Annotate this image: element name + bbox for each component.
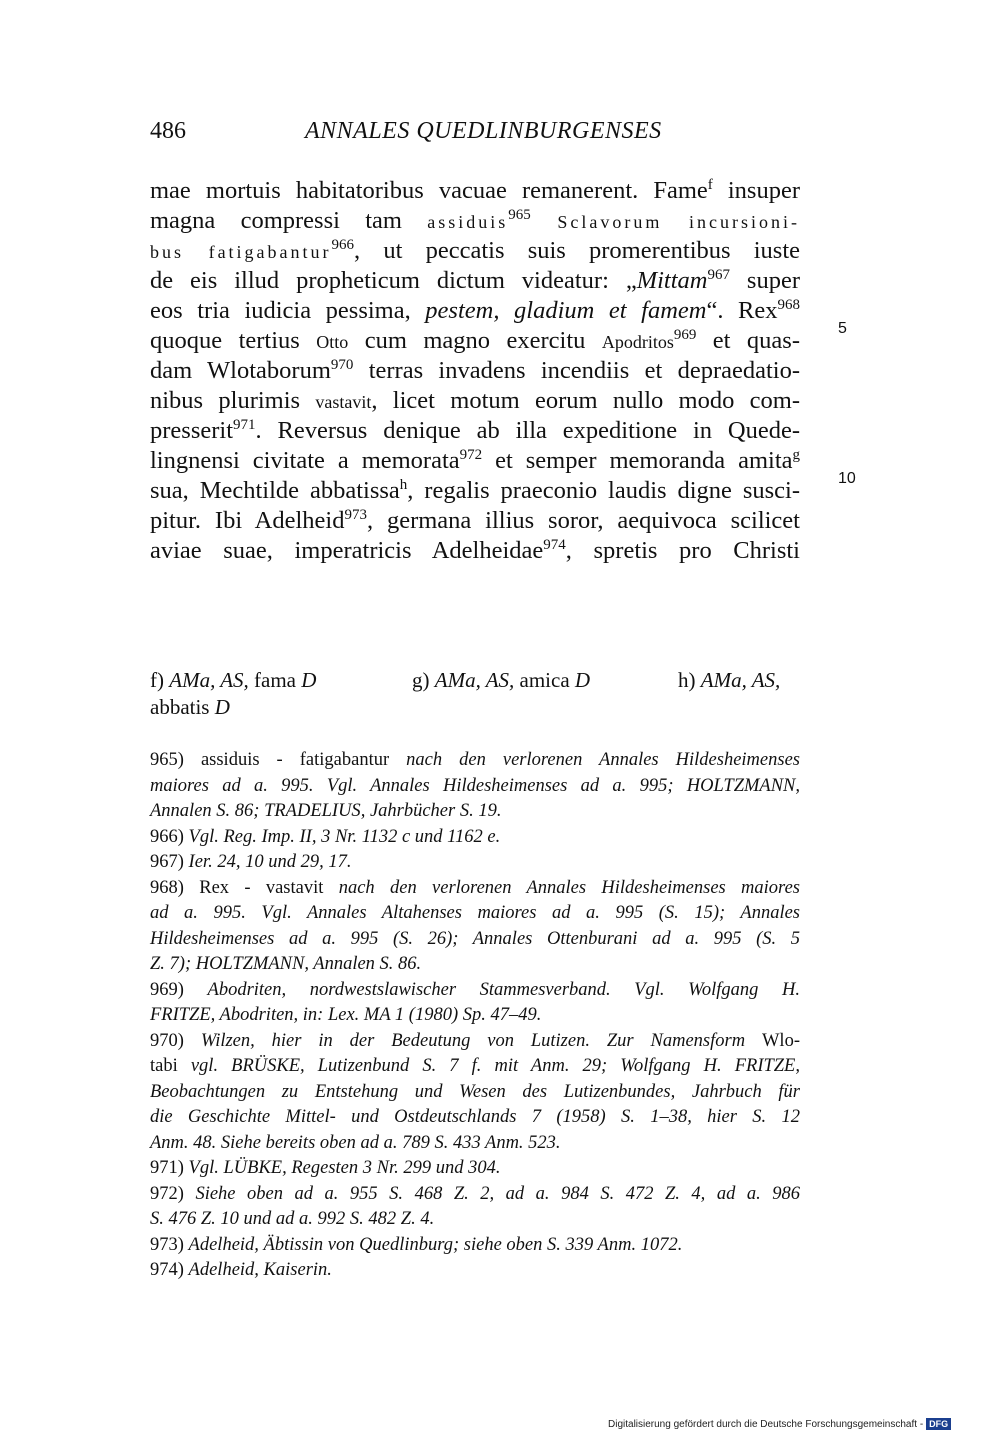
apparatus-entry-h: h) AMa, AS, <box>678 668 781 692</box>
footnote-line: tabi vgl. BRÜSKE, Lutizenbund S. 7 f. mit Anm. 29; Wolfgang H. FRITZE, <box>150 1056 800 1076</box>
footnote-969: 969) Abodriten, nordwestslawischer Stammesverband. Vgl. Wolfgang H. <box>150 979 800 1000</box>
footnote-line: S. 476 Z. 10 und ad a. 992 S. 482 Z. 4. <box>150 1209 435 1229</box>
text-line: lingnensi civitate a memorata$^{972}$ et semper memoranda amita$^g$ <box>150 447 800 474</box>
credit-text: Digitalisierung gefördert durch die Deutsche Forschungsgemeinschaft - <box>608 1419 924 1430</box>
apparatus-entry-h-cont: abbatis D <box>150 695 230 719</box>
text-line: mae mortuis habitatoribus vacuae remanerent. Fame$^f$ insuper <box>150 177 800 204</box>
text-line: sua, Mechtilde abbatissa$^h$, regalis praeconio laudis digne susci- <box>150 477 800 504</box>
text-line: pitur. Ibi Adelheid$^{973}$, germana illius soror, aequivoca scilicet <box>150 507 800 534</box>
text-line: de eis illud propheticum dictum videatur: „Mittam$^{967}$ super <box>150 267 800 294</box>
footnote-966: 966) Vgl. Reg. Imp. II, 3 Nr. 1132 c und 1162 e. <box>150 826 501 847</box>
text-line: presserit$^{971}$. Reversus denique ab illa expeditione in Quede- <box>150 417 800 444</box>
footnote-973: 973) Adelheid, Äbtissin von Quedlinburg; siehe oben S. 339 Anm. 1072. <box>150 1234 683 1255</box>
page-number: 486 <box>150 118 186 144</box>
text-line: dam Wlotaborum$^{970}$ terras invadens incendiis et depraedatio- <box>150 357 801 384</box>
footnote-line: ad a. 995. Vgl. Annales Altahenses maiores ad a. 995 (S. 15); Annales <box>150 903 800 923</box>
running-head: ANNALES QUEDLINBURGENSES <box>305 118 662 144</box>
footnote-line: maiores ad a. 995. Vgl. Annales Hildesheimenses ad a. 995; HOLTZMANN, <box>150 775 800 796</box>
critical-apparatus <box>150 667 800 721</box>
text-line: aviae suae, imperatricis Adelheidae$^{974}$, spretis pro Christi <box>150 537 800 564</box>
footnote-line: Hildesheimenses ad a. 995 (S. 26); Annales Ottenburani ad a. 995 (S. 5 <box>150 928 800 949</box>
footnote-line: Annalen S. 86; TRADELIUS, Jahrbücher S. 19. <box>150 801 502 821</box>
main-text <box>150 176 800 566</box>
text-line: bus fatigabantur$^{966}$, ut peccatis suis promerentibus iuste <box>150 237 801 264</box>
text-line: nibus plurimis vastavit, licet motum eorum nullo modo com- <box>150 387 800 414</box>
footnote-line: FRITZE, Abodriten, in: Lex. MA 1 (1980) Sp. 47–49. <box>150 1005 542 1025</box>
footnote-line: Anm. 48. Siehe bereits oben ad a. 789 S. 433 Anm. 523. <box>150 1132 561 1153</box>
footnote-972: 972) Siehe oben ad a. 955 S. 468 Z. 2, ad a. 984 S. 472 Z. 4, ad a. 986 <box>150 1183 800 1204</box>
footnote-965: 965) assiduis - fatigabantur nach den verlorenen Annales Hildesheimenses <box>150 750 800 770</box>
footnote-line: Z. 7); HOLTZMANN, Annalen S. 86. <box>150 954 422 974</box>
line-number-10: 10 <box>838 470 856 487</box>
digitization-credit <box>608 1418 951 1430</box>
footnote-968: 968) Rex - vastavit nach den verlorenen Annales Hildesheimenses maiores <box>150 877 800 898</box>
apparatus-entry-g: g) AMa, AS, amica D <box>412 668 591 692</box>
footnote-line: Beobachtungen zu Entstehung und Wesen des Lutizenbundes, Jahrbuch für <box>150 1081 800 1102</box>
dfg-logo: DFG <box>926 1418 951 1430</box>
line-number-5: 5 <box>838 320 847 337</box>
footnote-974: 974) Adelheid, Kaiserin. <box>150 1260 332 1280</box>
footnote-967: 967) Ier. 24, 10 und 29, 17. <box>150 852 352 872</box>
footnotes <box>150 748 800 1284</box>
text-line: eos tria iudicia pessima, pestem, gladium et famem“. Rex$^{968}$ <box>150 297 800 324</box>
footnote-970: 970) Wilzen, hier in der Bedeutung von Lutizen. Zur Namensform Wlo- <box>150 1030 800 1051</box>
apparatus-entry-f: f) AMa, AS, fama D <box>150 668 317 692</box>
text-line: quoque tertius Otto cum magno exercitu Apodritos$^{969}$ et quas- <box>150 327 800 354</box>
text-line: magna compressi tam assiduis$^{965}$ Sclavorum incursioni- <box>150 207 800 234</box>
footnote-971: 971) Vgl. LÜBKE, Regesten 3 Nr. 299 und 304. <box>150 1158 501 1178</box>
footnote-line: die Geschichte Mittel- und Ostdeutschlands 7 (1958) S. 1–38, hier S. 12 <box>150 1107 800 1127</box>
